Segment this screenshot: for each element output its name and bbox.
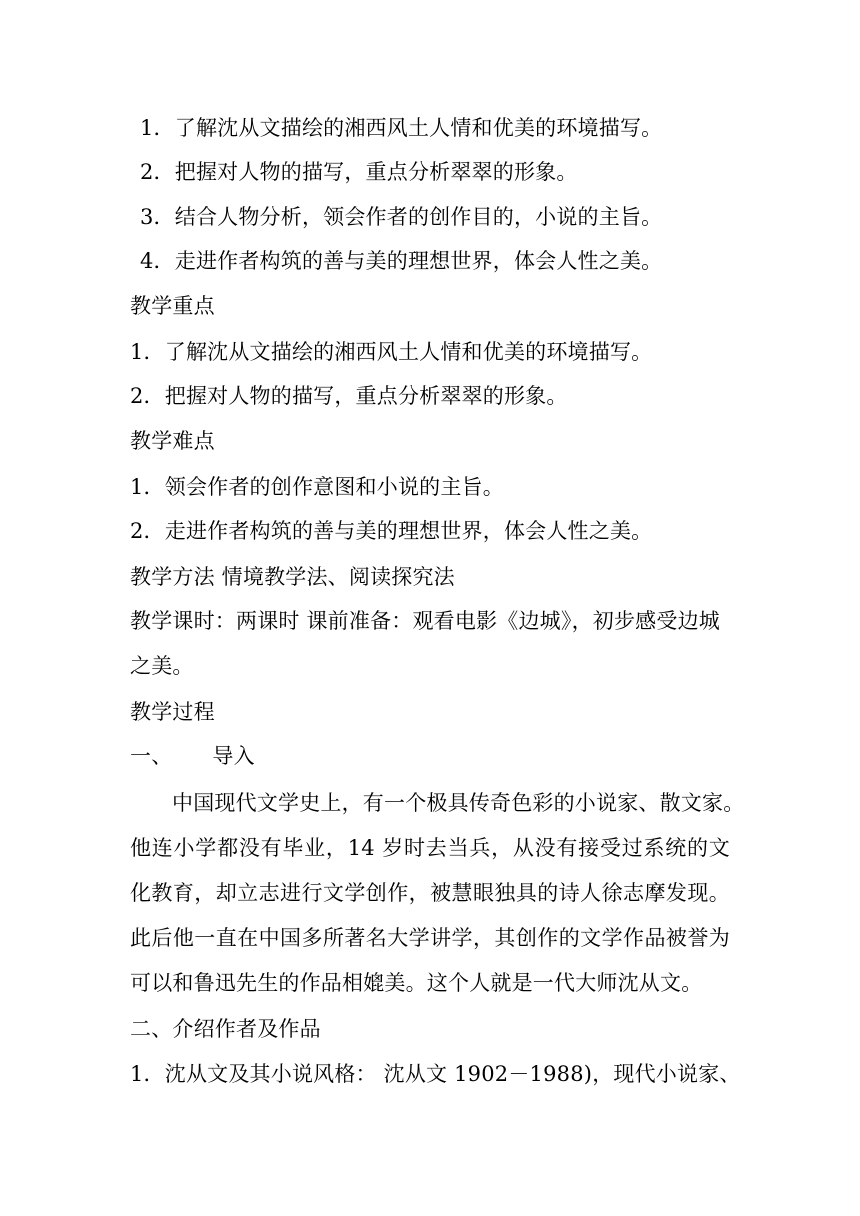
difficulties-heading: 教学难点 <box>130 429 215 453</box>
section-2-heading: 二、介绍作者及作品 <box>130 1017 321 1041</box>
intro-line-5: 可以和鲁迅先生的作品相媲美。这个人就是一代大师沈从文。 <box>130 971 703 995</box>
intro-line-2: 他连小学都没有毕业，14 岁时去当兵，从没有接受过系统的文 <box>130 836 730 860</box>
section-1-number: 一、 <box>130 744 173 768</box>
schedule-line-1: 教学课时：两课时 课前准备：观看电影《边城》，初步感受边城 <box>130 609 720 633</box>
objective-1: 1．了解沈从文描绘的湘西风土人情和优美的环境描写。 <box>140 116 663 140</box>
intro-line-1: 中国现代文学史上，有一个极具传奇色彩的小说家、散文家。 <box>172 791 745 815</box>
intro-line-4: 此后他一直在中国多所著名大学讲学，其创作的文学作品被誉为 <box>130 926 730 950</box>
schedule-line-2: 之美。 <box>130 654 194 678</box>
objective-3: 3．结合人物分析，领会作者的创作目的，小说的主旨。 <box>140 205 663 229</box>
key-point-2: 2．把握对人物的描写，重点分析翠翠的形象。 <box>130 384 568 408</box>
key-points-heading: 教学重点 <box>130 294 215 318</box>
difficulty-2: 2．走进作者构筑的善与美的理想世界，体会人性之美。 <box>130 519 653 543</box>
section-1-title: 导入 <box>212 744 255 768</box>
key-point-1: 1．了解沈从文描绘的湘西风土人情和优美的环境描写。 <box>130 340 653 364</box>
teaching-method: 教学方法 情境教学法、阅读探究法 <box>130 565 455 589</box>
objective-4: 4．走进作者构筑的善与美的理想世界，体会人性之美。 <box>140 249 663 273</box>
process-heading: 教学过程 <box>130 700 215 724</box>
objective-2: 2．把握对人物的描写，重点分析翠翠的形象。 <box>140 160 578 184</box>
author-style-line: 1．沈从文及其小说风格： 沈从文 1902－1988)，现代小说家、 <box>130 1062 741 1086</box>
intro-line-3: 化教育，却立志进行文学创作，被慧眼独具的诗人徐志摩发现。 <box>130 881 730 905</box>
section-1-heading <box>130 741 255 771</box>
difficulty-1: 1．领会作者的创作意图和小说的主旨。 <box>130 475 504 499</box>
